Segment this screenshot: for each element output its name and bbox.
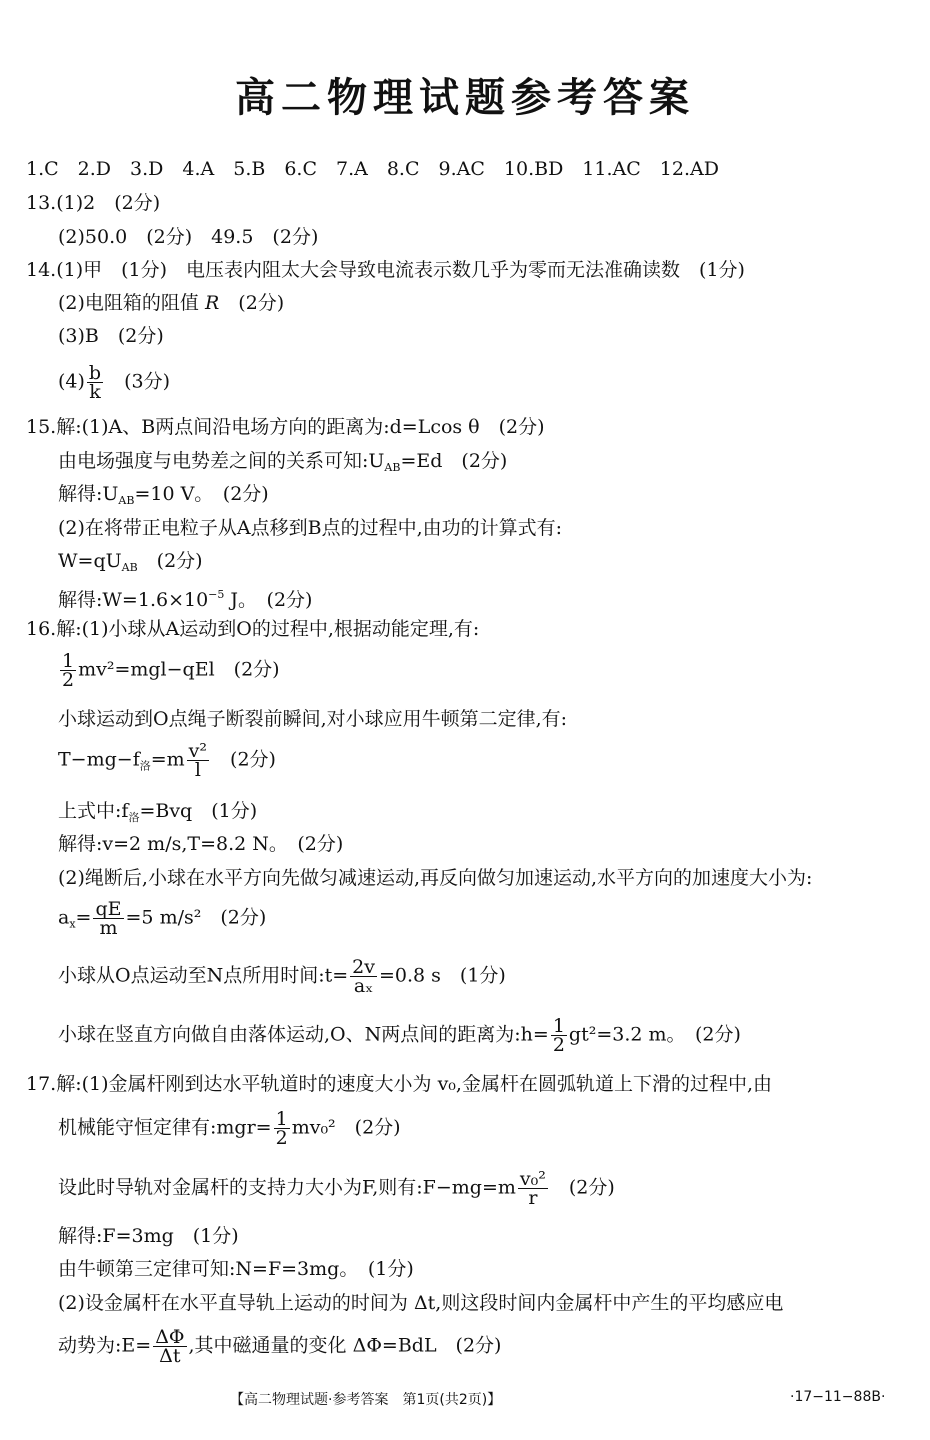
q17-line-3 — [58, 1170, 615, 1207]
q17-fraction-dphi-dt — [153, 1328, 186, 1365]
q16-line-4-equals: =m — [150, 748, 185, 771]
q16-line-9-rest: =0.8 s (1分) — [379, 964, 506, 987]
q16-line-10-text: 小球在竖直方向做自由落体运动,O、N两点间的距离为:h= — [58, 1023, 549, 1046]
q16-line-2 — [58, 652, 280, 689]
q15-line-2-text: 由电场强度与电势差之间的关系可知:U — [58, 450, 385, 472]
q17-fraction-v0sq-r — [518, 1170, 548, 1207]
fraction-denominator: r — [528, 1187, 538, 1209]
subscript: AB — [384, 461, 401, 474]
q16-line-4 — [58, 742, 276, 779]
q14-line-3: (3)B (2分) — [58, 325, 164, 347]
subscript: 洛 — [128, 811, 140, 824]
q17-line-7 — [58, 1328, 501, 1365]
fraction-numerator: 1 — [62, 650, 75, 672]
q16-line-8-rest: =5 m/s² (2分) — [125, 906, 267, 929]
page-title: 高二物理试题参考答案 — [235, 75, 695, 121]
fraction-denominator: 2 — [552, 1034, 565, 1056]
q14-variable: R — [204, 292, 220, 314]
q15-line-6-text: 解得:W=1.6×10 — [58, 589, 209, 611]
subscript: 洛 — [139, 759, 151, 773]
q17-line-1: 17.解:(1)金属杆刚到达水平轨道时的速度大小为 v₀,金属杆在圆弧轨道上下滑的过程中,由 — [26, 1073, 773, 1095]
q16-line-5-rest: =Bvq (1分) — [139, 800, 258, 822]
q15-line-3 — [58, 482, 269, 513]
fraction-denominator: m — [99, 917, 118, 939]
subscript: AB — [121, 561, 138, 574]
q16-line-1: 16.解:(1)小球从A运动到O的过程中,根据动能定理,有: — [26, 618, 480, 640]
q16-line-10 — [58, 1017, 741, 1054]
q13-line-1: 13.(1)2 (2分) — [26, 192, 161, 214]
q16-fraction-qE-m — [93, 900, 123, 937]
q15-line-5 — [58, 549, 203, 580]
q17-fraction-half — [274, 1110, 290, 1147]
q16-line-3: 小球运动到O点绳子断裂前瞬间,对小球应用牛顿第二定律,有: — [58, 708, 568, 730]
q16-line-9-text: 小球从O点运动至N点所用时间:t= — [58, 964, 349, 987]
fraction-denominator: aₓ — [353, 975, 374, 997]
fraction-numerator: 1 — [275, 1108, 288, 1130]
q16-line-6: 解得:v=2 m/s,T=8.2 N。 (2分) — [58, 833, 344, 855]
fraction-denominator: Δt — [159, 1345, 181, 1367]
fraction-denominator: 2 — [275, 1127, 288, 1149]
fraction-numerator: qE — [95, 898, 122, 920]
q17-line-2-text: 机械能守恒定律有:mgr= — [58, 1116, 272, 1139]
q16-fraction-2v-ax — [350, 958, 377, 995]
q16-fraction-half — [60, 652, 76, 689]
q14-line-4-label: (4) — [58, 370, 85, 393]
q17-line-7-text: 动势为:E= — [58, 1334, 152, 1357]
q15-line-3-rest: =10 V。 (2分) — [134, 483, 269, 505]
q17-line-2 — [58, 1110, 401, 1147]
subscript: AB — [118, 494, 135, 507]
q17-line-3-text: 设此时导轨对金属杆的支持力大小为F,则有:F−mg=m — [58, 1176, 516, 1199]
q16-line-7: (2)绳断后,小球在水平方向先做匀减速运动,再反向做匀加速运动,水平方向的加速度大小为: — [58, 867, 813, 889]
fraction-denominator: 2 — [62, 669, 75, 691]
fraction-denominator: l — [194, 759, 201, 781]
q16-line-10-rest: gt²=3.2 m。 (2分) — [568, 1023, 741, 1046]
q16-line-8-equals: = — [75, 906, 92, 929]
fraction-numerator: v₀² — [519, 1168, 546, 1190]
q15-line-2 — [58, 449, 507, 480]
superscript: −5 — [208, 588, 225, 601]
q15-line-5-text: W=qU — [58, 550, 122, 572]
q15-line-4: (2)在将带正电粒子从A点移到B点的过程中,由功的计算式有: — [58, 517, 563, 539]
fraction-denominator: k — [89, 381, 101, 403]
q15-line-3-text: 解得:U — [58, 483, 119, 505]
q14-line-4-score: (3分) — [105, 370, 171, 393]
q15-line-6-rest: J。 (2分) — [224, 589, 313, 611]
q16-line-4-score: (2分) — [211, 748, 276, 771]
subscript: x — [69, 917, 76, 931]
q16-line-5 — [58, 799, 257, 830]
q14-line-2 — [58, 291, 284, 315]
q17-line-2-rest: mv₀² (2分) — [291, 1116, 401, 1139]
footer-code: ·17−11−88B· — [790, 1389, 886, 1405]
q17-line-4: 解得:F=3mg (1分) — [58, 1225, 239, 1247]
q13-line-2: (2)50.0 (2分) 49.5 (2分) — [58, 226, 319, 248]
q16-line-8-text: a — [58, 906, 70, 929]
q17-line-7-rest: ,其中磁通量的变化 ΔΦ=BdL (2分) — [188, 1334, 502, 1357]
q15-line-5-rest: (2分) — [137, 550, 203, 572]
q16-fraction-half-2 — [551, 1017, 567, 1054]
q14-fraction — [87, 364, 103, 401]
q15-line-2-rest: =Ed (2分) — [400, 450, 508, 472]
q16-line-9 — [58, 958, 506, 995]
q16-line-4-text: T−mg−f — [58, 748, 140, 771]
q15-line-6 — [58, 583, 312, 612]
q17-line-5: 由牛顿第三定律可知:N=F=3mg。 (1分) — [58, 1258, 414, 1280]
q16-line-2-rest: mv²=mgl−qEl (2分) — [78, 658, 280, 681]
q14-line-2-text: (2)电阻箱的阻值 — [58, 292, 205, 314]
fraction-numerator: 2v — [352, 956, 375, 978]
q16-line-5-text: 上式中:f — [58, 800, 129, 822]
fraction-numerator: b — [88, 362, 102, 384]
fraction-numerator: v² — [188, 740, 208, 762]
page-footer: 【高二物理试题·参考答案 第1页(共2页)】 — [230, 1392, 502, 1408]
q17-line-6: (2)设金属杆在水平直导轨上运动的时间为 Δt,则这段时间内金属杆中产生的平均感应电 — [58, 1292, 784, 1314]
multiple-choice-answers: 1.C 2.D 3.D 4.A 5.B 6.C 7.A 8.C 9.AC 10.BD 11.AC 12.AD — [26, 158, 719, 180]
fraction-numerator: ΔΦ — [155, 1326, 185, 1348]
fraction-numerator: 1 — [552, 1015, 565, 1037]
q15-line-1: 15.解:(1)A、B两点间沿电场方向的距离为:d=Lcos θ (2分) — [26, 416, 545, 438]
q16-line-8 — [58, 900, 266, 937]
q16-fraction-v2-l — [187, 742, 209, 779]
q17-line-3-score: (2分) — [549, 1176, 615, 1199]
q14-line-2-score: (2分) — [219, 292, 285, 314]
q14-line-1: 14.(1)甲 (1分) 电压表内阻太大会导致电流表示数几乎为零而无法准确读数 (1分) — [26, 259, 745, 281]
q14-line-4 — [58, 364, 170, 401]
